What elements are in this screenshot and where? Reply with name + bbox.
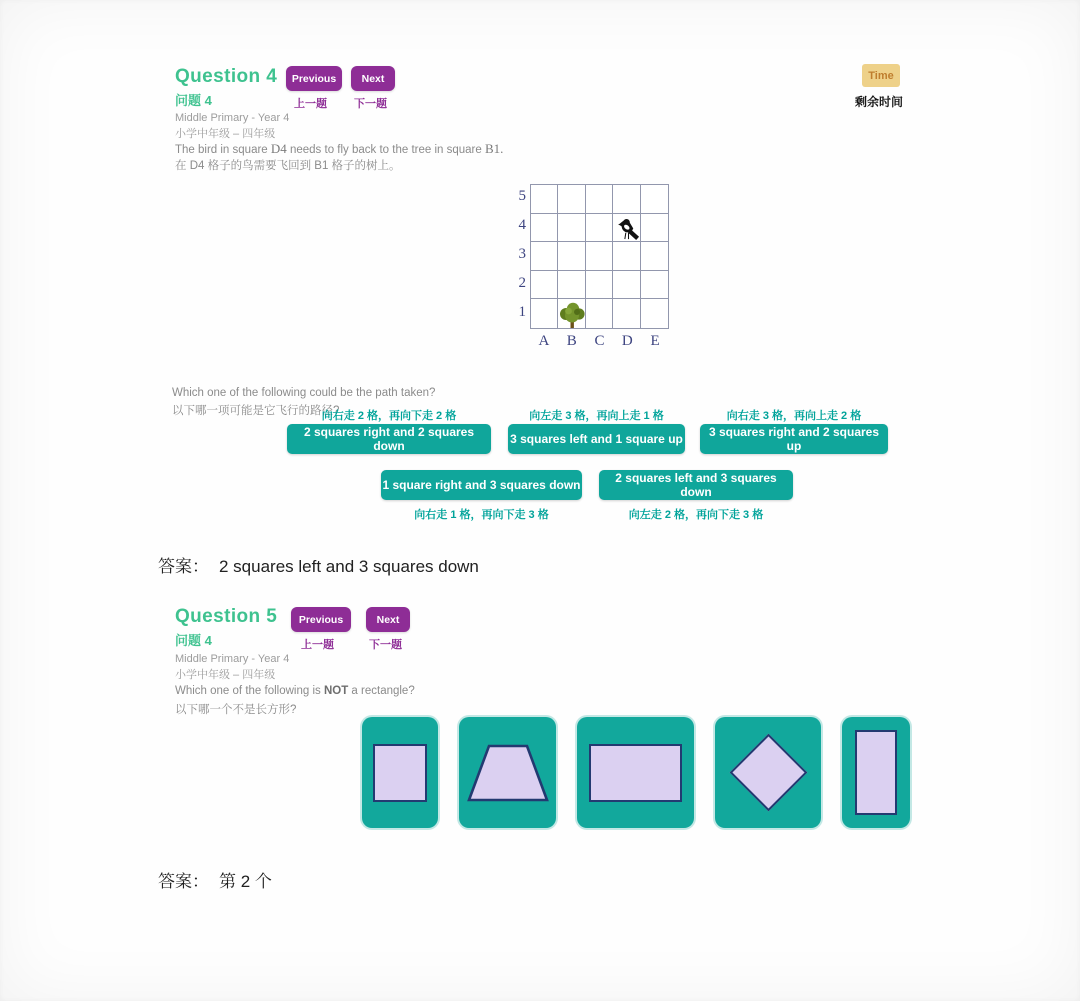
grid-cell bbox=[586, 271, 613, 300]
grid-lines bbox=[530, 184, 669, 329]
prompt-pre: The bird in square bbox=[175, 144, 271, 156]
level-label-zh: 小学中年级 – 四年级 bbox=[175, 128, 276, 140]
grid-cell bbox=[558, 271, 585, 300]
shape-option-square[interactable] bbox=[362, 717, 438, 828]
square-shape bbox=[373, 744, 427, 802]
next-button-zh-label: 下一题 bbox=[369, 639, 402, 651]
grid-cell bbox=[531, 299, 558, 328]
grid-cell bbox=[613, 242, 640, 271]
grid-cell bbox=[613, 185, 640, 214]
time-badge: Time bbox=[862, 64, 900, 87]
answer-prefix: 答案： bbox=[158, 872, 209, 891]
option-2-zh-label: 向左走 3 格，再向上走 1 格 bbox=[529, 410, 664, 422]
grid-cell bbox=[641, 214, 668, 243]
option-5-button[interactable]: 2 squares left and 3 squares down bbox=[599, 470, 793, 500]
question-4-prompt-zh: 在 D4 格子的鸟需要飞回到 B1 格子的树上。 bbox=[175, 160, 401, 172]
grid-cell bbox=[531, 185, 558, 214]
tall-rectangle-shape bbox=[855, 730, 897, 815]
shape-option-wide-rectangle[interactable] bbox=[577, 717, 694, 828]
question-4-title: Question 4 bbox=[175, 66, 278, 87]
option-2-button[interactable]: 3 squares left and 1 square up bbox=[508, 424, 685, 454]
option-5-zh-label: 向左走 2 格，再向下走 3 格 bbox=[628, 509, 764, 521]
grid-cell bbox=[586, 242, 613, 271]
question-4-prompt-en bbox=[175, 141, 503, 157]
diamond-shape bbox=[729, 734, 807, 812]
grid-col-label: C bbox=[594, 333, 605, 349]
wide-rectangle-shape bbox=[589, 744, 682, 802]
question-4-question-zh: 以下哪一项可能是它飞行的路径? bbox=[172, 405, 340, 417]
grid-cell bbox=[531, 271, 558, 300]
next-button-zh-label: 下一题 bbox=[354, 98, 387, 110]
level-label-en: Middle Primary - Year 4 bbox=[175, 112, 290, 124]
grid-cell bbox=[641, 185, 668, 214]
option-4-zh-label: 向右走 1 格，再向下走 3 格 bbox=[414, 509, 549, 521]
coordinate-grid bbox=[518, 184, 669, 349]
prompt-mid: needs to fly back to the tree in square bbox=[286, 144, 485, 156]
tree-icon bbox=[556, 302, 589, 329]
grid-cell bbox=[531, 242, 558, 271]
question-5-question-en bbox=[175, 685, 415, 697]
shape-option-tall-rectangle[interactable] bbox=[842, 717, 910, 828]
answer-value: 2 squares left and 3 squares down bbox=[219, 557, 479, 576]
grid-col-label: A bbox=[538, 333, 550, 349]
question-5-question-zh: 以下哪一个不是长方形? bbox=[175, 704, 297, 716]
question-4-title-zh: 问题 4 bbox=[175, 93, 212, 108]
question-5-title: Question 5 bbox=[175, 606, 278, 627]
grid-cell bbox=[586, 214, 613, 243]
grid-cell bbox=[558, 214, 585, 243]
grid-row-label: 4 bbox=[518, 217, 526, 233]
question-5-title-zh: 问题 4 bbox=[175, 633, 212, 648]
option-1-zh-label: 向右走 2 格，再向下走 2 格 bbox=[321, 410, 457, 422]
grid-column-labels bbox=[530, 333, 669, 350]
next-button[interactable]: Next bbox=[366, 607, 410, 632]
grid-row-label: 5 bbox=[518, 188, 526, 204]
q5-post: a rectangle? bbox=[348, 685, 415, 697]
grid-cell bbox=[641, 242, 668, 271]
trapezoid-shape bbox=[465, 742, 551, 804]
q5-not: NOT bbox=[323, 685, 349, 697]
shape-options-row bbox=[362, 717, 910, 828]
grid-row-label: 3 bbox=[518, 246, 526, 262]
grid-cell bbox=[613, 299, 640, 328]
next-button[interactable]: Next bbox=[351, 66, 395, 91]
answer-value: 第 2 个 bbox=[219, 872, 272, 891]
option-3-zh-label: 向右走 3 格，再向上走 2 格 bbox=[726, 410, 862, 422]
level-label-en: Middle Primary - Year 4 bbox=[175, 653, 290, 665]
answer-prefix: 答案： bbox=[158, 557, 209, 576]
question-5-answer bbox=[158, 867, 272, 892]
grid-cell bbox=[641, 299, 668, 328]
previous-button[interactable]: Previous bbox=[291, 607, 351, 632]
option-4-button[interactable]: 1 square right and 3 squares down bbox=[381, 470, 582, 500]
prompt-cell-d4: D4 bbox=[270, 141, 287, 156]
grid-cell bbox=[558, 185, 585, 214]
level-label-zh: 小学中年级 – 四年级 bbox=[175, 669, 276, 681]
grid-cell bbox=[586, 185, 613, 214]
grid-col-label: B bbox=[566, 333, 577, 349]
question-4-answer bbox=[158, 552, 479, 577]
grid-cell bbox=[531, 214, 558, 243]
grid-col-label: D bbox=[621, 333, 633, 349]
grid-cell bbox=[558, 242, 585, 271]
previous-button-zh-label: 上一题 bbox=[301, 639, 334, 651]
previous-button-zh-label: 上一题 bbox=[294, 98, 327, 110]
shape-option-diamond[interactable] bbox=[715, 717, 821, 828]
time-remaining-label: 剩余时间 bbox=[855, 95, 904, 109]
option-3-button[interactable]: 3 squares right and 2 squares up bbox=[700, 424, 888, 454]
shape-option-trapezoid[interactable] bbox=[459, 717, 556, 828]
question-4-question-en: Which one of the following could be the path taken? bbox=[172, 387, 436, 399]
grid-row-label: 2 bbox=[518, 275, 526, 291]
previous-button[interactable]: Previous bbox=[286, 66, 342, 91]
option-1-button[interactable]: 2 squares right and 2 squares down bbox=[287, 424, 491, 454]
grid-cell bbox=[641, 271, 668, 300]
grid-row-label: 1 bbox=[518, 304, 526, 320]
q5-pre: Which one of the following is bbox=[175, 685, 324, 697]
grid-col-label: E bbox=[650, 333, 660, 349]
grid-cell bbox=[613, 271, 640, 300]
prompt-cell-b1: B1. bbox=[484, 141, 504, 156]
grid-cell bbox=[586, 299, 613, 328]
bird-icon bbox=[617, 216, 640, 243]
